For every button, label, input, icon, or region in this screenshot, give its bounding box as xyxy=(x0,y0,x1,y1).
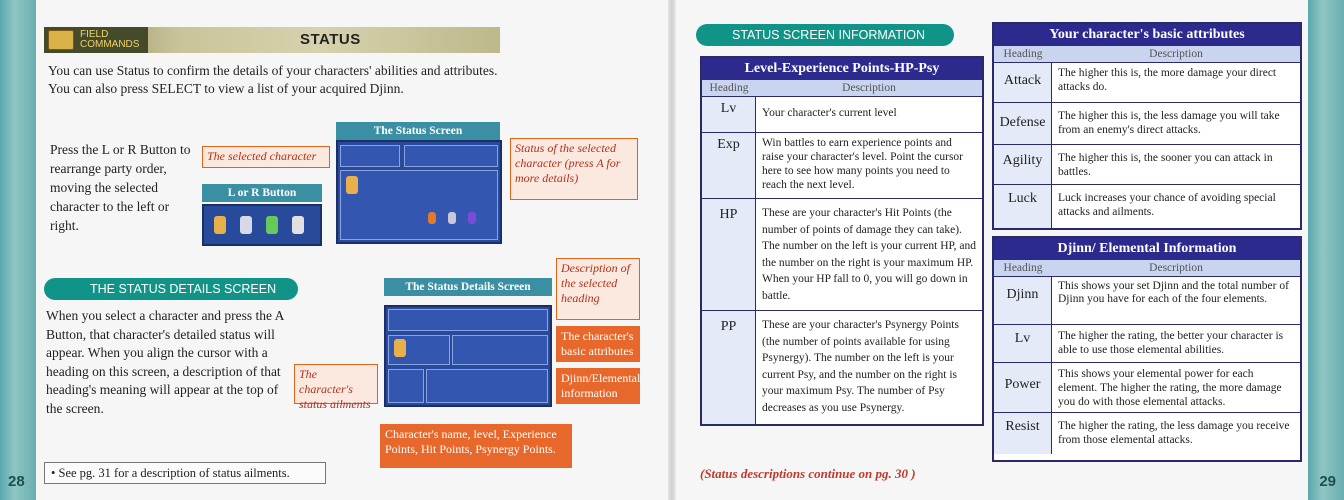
table-title: Your character's basic attributes xyxy=(994,24,1300,46)
callout-djinn-elemental: Djinn/Elemental information xyxy=(556,368,640,404)
commands-label: COMMANDS xyxy=(80,39,140,50)
table-title: Level-Experience Points-HP-Psy xyxy=(702,58,982,80)
table-level-exp-hp-psy xyxy=(700,56,984,426)
table-basic-attributes xyxy=(992,22,1302,230)
right-page-number: 29 xyxy=(1319,473,1336,490)
field-label: FIELD xyxy=(80,29,109,40)
table-row: Agility The higher this is, the sooner you can attack in battles. xyxy=(994,144,1300,184)
continued-footnote: (Status descriptions continue on pg. 30 ) xyxy=(700,466,916,481)
right-edge-border xyxy=(1308,0,1344,500)
table-row: Power This shows your elemental power for each element. The higher the rating, the more damage you do with those elemental attacks. xyxy=(994,362,1300,412)
col-heading: Heading xyxy=(1003,48,1043,60)
status-banner xyxy=(44,27,500,53)
table-row: Lv Your character's current level xyxy=(702,96,982,132)
table-title: Djinn/ Elemental Information xyxy=(994,238,1300,260)
right-page xyxy=(676,0,1308,500)
left-edge-border xyxy=(0,0,36,500)
table-row: Djinn This shows your set Djinn and the total number of Djinn you have for each of the four elements. xyxy=(994,276,1300,324)
status-ailments-note: • See pg. 31 for a description of status ailments. xyxy=(44,462,326,484)
page-title: STATUS xyxy=(300,31,361,48)
section-heading-status-info: STATUS SCREEN INFORMATION xyxy=(696,24,954,46)
table-djinn-elemental xyxy=(992,236,1302,462)
table-row: Defense The higher this is, the less damage you will take from an enemy's direct attacks. xyxy=(994,102,1300,144)
book-gutter xyxy=(668,0,676,500)
field-commands-icon xyxy=(48,30,74,50)
field-commands-badge xyxy=(44,27,148,53)
callout-selected-character: The selected character xyxy=(202,146,330,168)
status-details-caption: The Status Details Screen xyxy=(384,278,552,296)
status-screen-caption: The Status Screen xyxy=(336,122,500,140)
status-screen-image xyxy=(336,140,502,244)
table-row: PP These are your character's Psynergy Points (the number of points available for using Psynergy). The number on the left is your current Psy, and the number on the right is your maximum Psy. The number of Psy decreases as you use Psynergy. xyxy=(702,310,982,424)
table-row: Resist The higher the rating, the less damage you receive from those elemental attacks. xyxy=(994,412,1300,454)
left-page-number: 28 xyxy=(8,473,25,490)
details-paragraph: When you select a character and press the A Button, that character's detailed status will appear. When you align the cursor with a heading on this screen, a description of that heading's meaning will appear at the top of the screen. xyxy=(46,308,284,416)
status-details-image xyxy=(384,305,552,407)
callout-basic-attributes: The character's basic attributes xyxy=(556,326,640,362)
character-sprite xyxy=(346,176,358,194)
col-heading: Heading xyxy=(709,82,749,94)
section-heading-status-details: THE STATUS DETAILS SCREEN xyxy=(44,278,298,300)
callout-character-name: Character's name, level, Experience Points, Hit Points, Psynergy Points. xyxy=(380,424,572,468)
callout-description-heading: Description of the selected heading xyxy=(556,258,640,320)
col-description: Description xyxy=(842,82,896,94)
intro-paragraph: You can use Status to confirm the details of your characters' abilities and attributes. You can also press SELECT to view a list of your acquired Djinn. xyxy=(48,63,498,96)
col-heading: Heading xyxy=(1003,262,1043,274)
table-row: Luck Luck increases your chance of avoiding special attacks and ailments. xyxy=(994,184,1300,228)
left-page xyxy=(36,0,668,500)
table-row: Lv The higher the rating, the better your character is able to use those elemental abilities. xyxy=(994,324,1300,362)
callout-status-ailments: The character's status ailments xyxy=(294,364,378,404)
press-lr-paragraph: Press the L or R Button to rearrange party order, moving the selected character to the left or right. xyxy=(50,142,191,233)
lr-button-caption: L or R Button xyxy=(202,184,322,202)
table-row: Exp Win battles to earn experience points and raise your character's level. Point the cursor here to see how many points you need to reach the next level. xyxy=(702,132,982,198)
table-row: Attack The higher this is, the more damage your direct attacks do. xyxy=(994,62,1300,102)
callout-status-selected: Status of the selected character (press A for more details) xyxy=(510,138,638,200)
table-row: HP These are your character's Hit Points (the number of points of damage they can take). The number on the left is your current HP, and the number on the right is your maximum HP. When your HP fall to 0, you will go down in battle. xyxy=(702,198,982,310)
col-description: Description xyxy=(1149,262,1203,274)
lr-button-image xyxy=(202,204,322,246)
col-description: Description xyxy=(1149,48,1203,60)
